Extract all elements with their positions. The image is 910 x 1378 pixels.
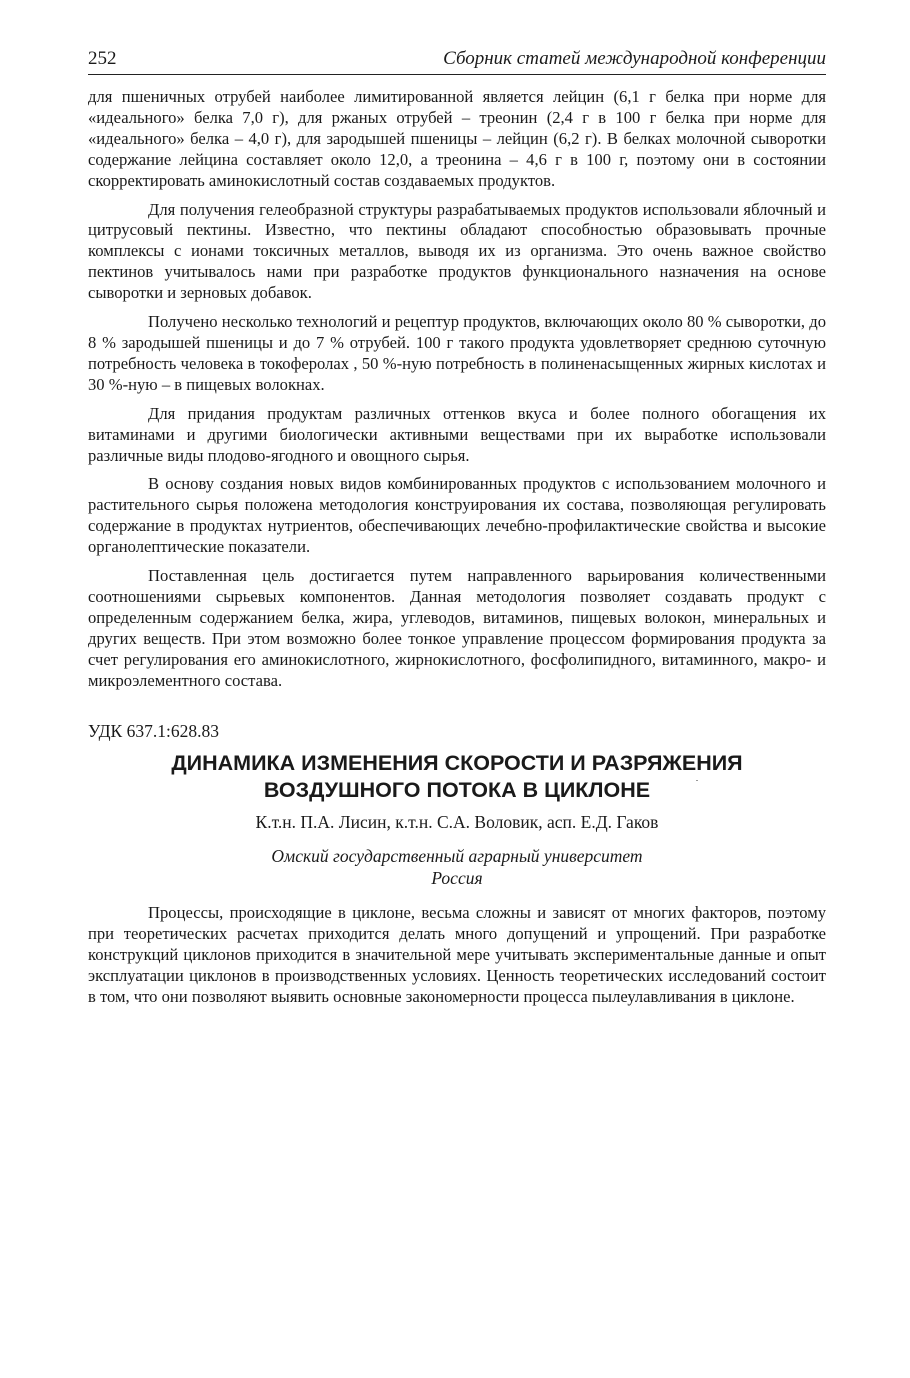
article-title-line: ВОЗДУШНОГО ПОТОКА В ЦИКЛОНЕ: [263, 778, 651, 803]
body-paragraph: Получено несколько технологий и рецептур продуктов, включающих около 80 % сыворотки, до 8 % зародышей пшеницы и до 7 % отрубей. 100 г такого продукта удовлетворяет среднюю суточную потребность человека в токоферолах , 50 %-ную потребность в полиненасыщенных жирных кислотах и 30 %-ную – в пищевых волокнах.: [88, 312, 826, 394]
article-title: [88, 750, 826, 804]
running-head: [88, 48, 826, 75]
article-affiliation: [88, 845, 826, 889]
scan-mark: [696, 780, 698, 781]
body-paragraph: Поставленная цель достигается путем направленного варьирования количественными соотношениями сырьевых компонентов. Данная методология позволяет создавать продукт с определенным содержанием белка, жира, углеводов, витаминов, пищевых волокон, минеральных и других веществ. При этом возможно более тонкое управление процессом формирования продукта за счет регулирования его аминокислотного, жирнокислотного, фосфолипидного, витаминного, макро- и микроэлементного состава.: [88, 566, 826, 690]
article-authors: К.т.н. П.А. Лисин, к.т.н. С.А. Воловик, асп. Е.Д. Гаков: [255, 812, 659, 833]
article-title-line: ДИНАМИКА ИЗМЕНЕНИЯ СКОРОСТИ И РАЗРЯЖЕНИЯ: [171, 751, 743, 776]
udk-code: УДК 637.1:628.83: [88, 721, 219, 742]
page-number: 252: [88, 48, 117, 69]
journal-title: Сборник статей международной конференции: [443, 48, 826, 69]
affiliation-country: Россия: [431, 868, 483, 889]
body-paragraph: В основу создания новых видов комбинированных продуктов с использованием молочного и растительного сырья положена методология конструирования их состава, позволяющая регулировать содержание в продуктах нутриентов, обеспечивающих лечебно-профилактические свойства и высокие органолептические показатели.: [88, 474, 826, 557]
body-paragraph: Для придания продуктам различных оттенков вкуса и более полного обогащения их витаминами и другими биологически активными веществами при их выработке использовали различные виды плодово-ягодного и овощного сырья.: [88, 403, 826, 465]
abstract-paragraph: Процессы, происходящие в циклоне, весьма сложны и зависят от многих факторов, поэтому при теоретических расчетах приходится делать много допущений и упрощений. При разработке конструкций циклонов приходится в значительной мере учитывать экспериментальные данные и опыт эксплуатации циклонов в производственных условиях. Ценность теоретических исследований состоит в том, что они позволяют выявить основные закономерности процесса пылеулавливания в циклоне.: [88, 903, 826, 1007]
affiliation-institution: Омский государственный аграрный университет: [271, 846, 643, 867]
page: [88, 48, 826, 1016]
body-paragraph: для пшеничных отрубей наиболее лимитированной является лейцин (6,1 г белка при норме для «идеального» белка 7,0 г), для ржаных отрубей – треонин (2,4 г в 100 г белка при норме для «идеального» белка – 4,0 г), для зародышей пшеницы – лейцин (6,2 г). В белках молочной сыворотки содержание лейцина составляет около 12,0, а треонина – 4,6 г в 100 г, поэтому они в состоянии скорректировать аминокислотный состав создаваемых продуктов.: [88, 87, 826, 190]
body-paragraph: Для получения гелеобразной структуры разрабатываемых продуктов использовали яблочный и цитрусовый пектины. Известно, что пектины обладают способностью образовывать прочные комплексы с ионами токсичных металлов, выводя их из организма. Это очень важное свойство пектинов учитывалось нами при разработке продуктов функционального назначения на основе сыворотки и зерновых добавок.: [88, 199, 826, 303]
